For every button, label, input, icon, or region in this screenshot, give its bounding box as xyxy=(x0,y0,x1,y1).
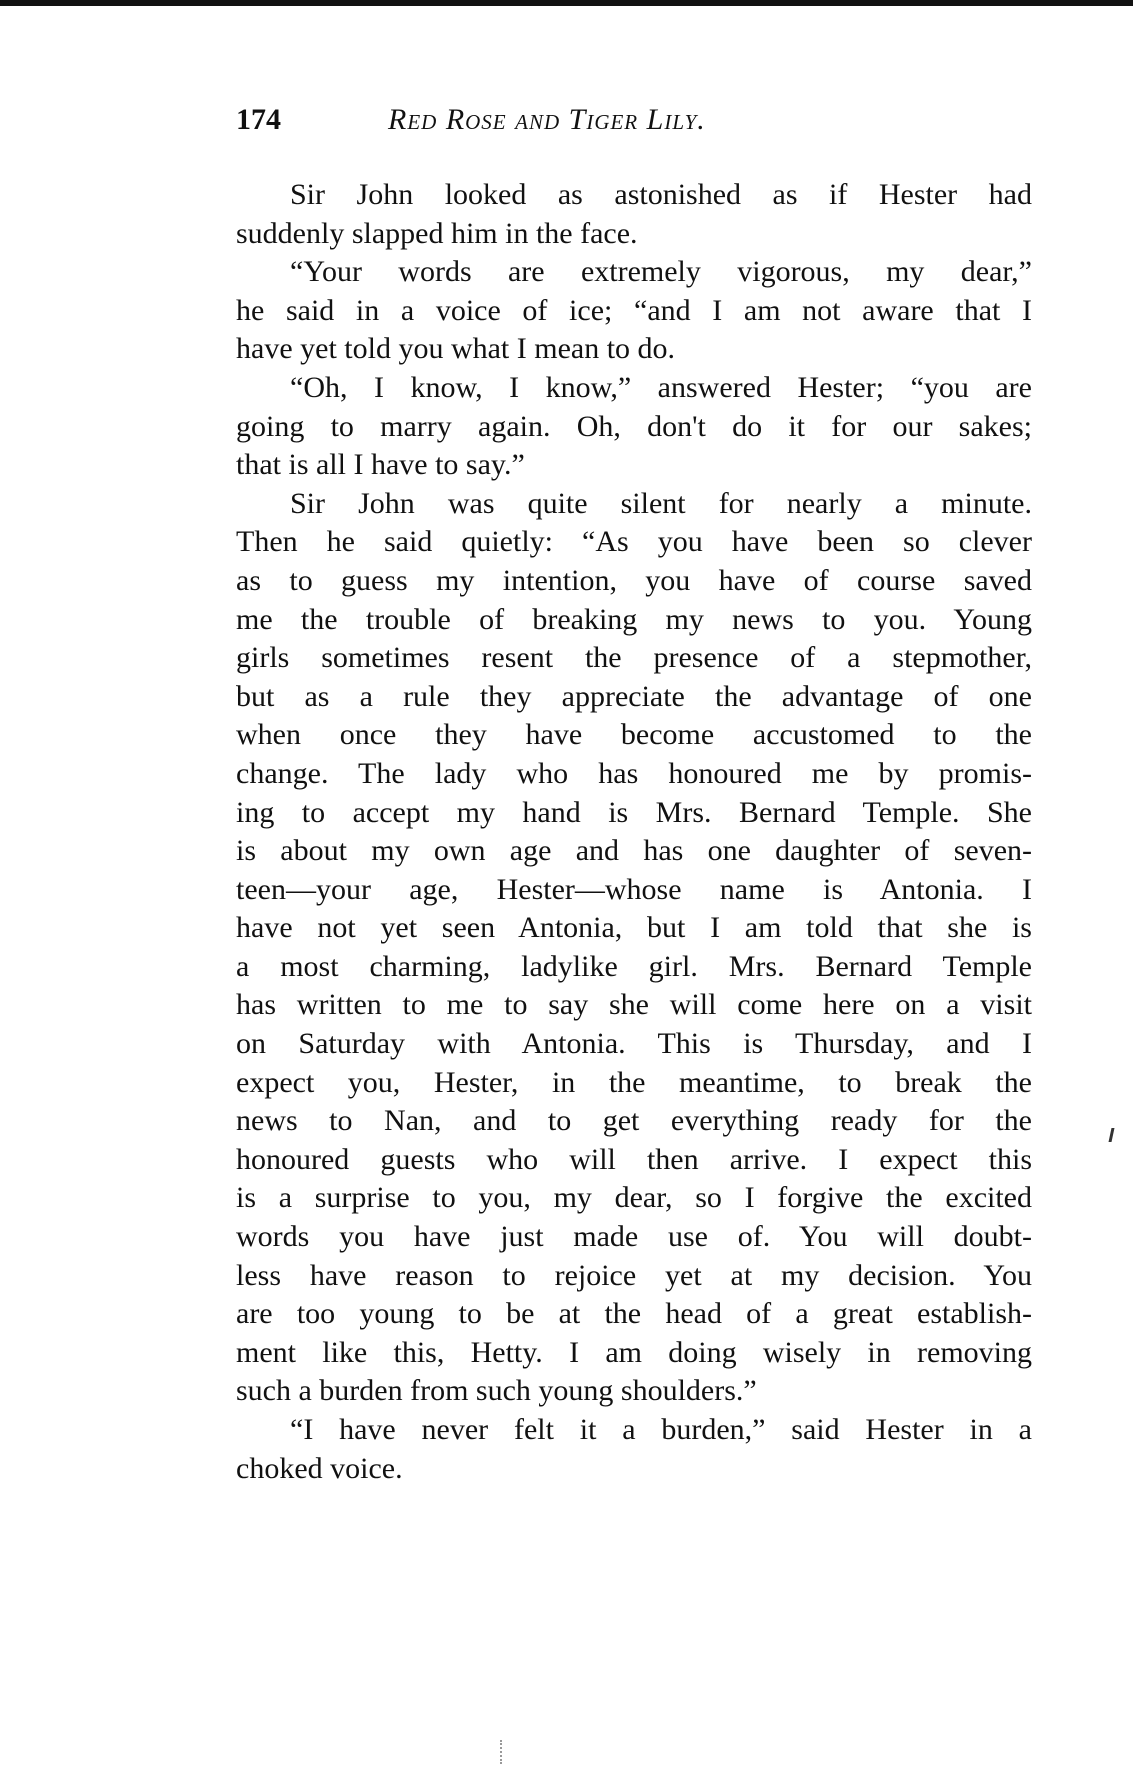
paragraph xyxy=(236,369,1032,485)
text-line: when once they have become accustomed to the xyxy=(236,718,1032,752)
text-line: less have reason to rejoice yet at my decision. You xyxy=(236,1258,1032,1292)
text-line: that is all I have to say.” xyxy=(236,448,525,482)
text-line: change. The lady who has honoured me by promis- xyxy=(236,756,1032,790)
text-line: going to marry again. Oh, don't do it for our sakes; xyxy=(236,409,1032,443)
text-line: but as a rule they appreciate the advantage of one xyxy=(236,679,1032,713)
text-line: girls sometimes resent the presence of a stepmother, xyxy=(236,641,1032,675)
text-line: honoured guests who will then arrive. I expect this xyxy=(236,1142,1032,1176)
text-line: words you have just made use of. You will doubt- xyxy=(236,1220,1032,1254)
paragraph xyxy=(236,253,1032,369)
text-line: choked voice. xyxy=(236,1451,403,1485)
text-line: expect you, Hester, in the meantime, to break the xyxy=(236,1065,1032,1099)
top-edge-rule xyxy=(0,0,1133,6)
text-line: ing to accept my hand is Mrs. Bernard Temple. She xyxy=(236,795,1032,829)
paragraph xyxy=(236,1411,1032,1488)
scan-artifact-dots xyxy=(500,1740,504,1764)
text-line: “I have never felt it a burden,” said Hester in a xyxy=(290,1413,1032,1446)
paragraph xyxy=(236,485,1032,1411)
text-line: teen—your age, Hester—whose name is Antonia. I xyxy=(236,872,1032,906)
text-line: ment like this, Hetty. I am doing wisely in removing xyxy=(236,1335,1032,1369)
margin-ink-mark xyxy=(1109,1128,1115,1142)
running-head xyxy=(236,100,1036,140)
body-text xyxy=(236,176,1032,1488)
text-line: news to Nan, and to get everything ready for the xyxy=(236,1104,1032,1138)
page-number: 174 xyxy=(236,103,281,136)
text-line: a most charming, ladylike girl. Mrs. Bernard Temple xyxy=(236,949,1032,983)
text-line: have yet told you what I mean to do. xyxy=(236,332,676,366)
text-line: “Oh, I know, I know,” answered Hester; “you are xyxy=(290,370,1032,404)
text-line: such a burden from such young shoulders.” xyxy=(236,1374,757,1408)
text-line: suddenly slapped him in the face. xyxy=(236,216,638,250)
text-line: “Your words are extremely vigorous, my dear,” xyxy=(290,255,1032,289)
text-line: me the trouble of breaking my news to you. Young xyxy=(236,602,1032,636)
text-line: have not yet seen Antonia, but I am told that she is xyxy=(236,911,1032,945)
text-line: he said in a voice of ice; “and I am not aware that I xyxy=(236,293,1032,327)
text-line: are too young to be at the head of a great establish- xyxy=(236,1297,1032,1331)
paragraph xyxy=(236,176,1032,253)
text-line: on Saturday with Antonia. This is Thursday, and I xyxy=(236,1027,1032,1061)
text-line: Sir John was quite silent for nearly a minute. xyxy=(290,486,1032,520)
running-title: Red Rose and Tiger Lily. xyxy=(388,103,706,136)
text-line: as to guess my intention, you have of course saved xyxy=(236,563,1032,597)
text-line: Sir John looked as astonished as if Hester had xyxy=(290,178,1032,211)
text-line: Then he said quietly: “As you have been so clever xyxy=(236,525,1032,559)
text-line: is a surprise to you, my dear, so I forgive the excited xyxy=(236,1181,1032,1215)
text-line: is about my own age and has one daughter of seven- xyxy=(236,834,1032,868)
text-line: has written to me to say she will come here on a visit xyxy=(236,988,1032,1022)
